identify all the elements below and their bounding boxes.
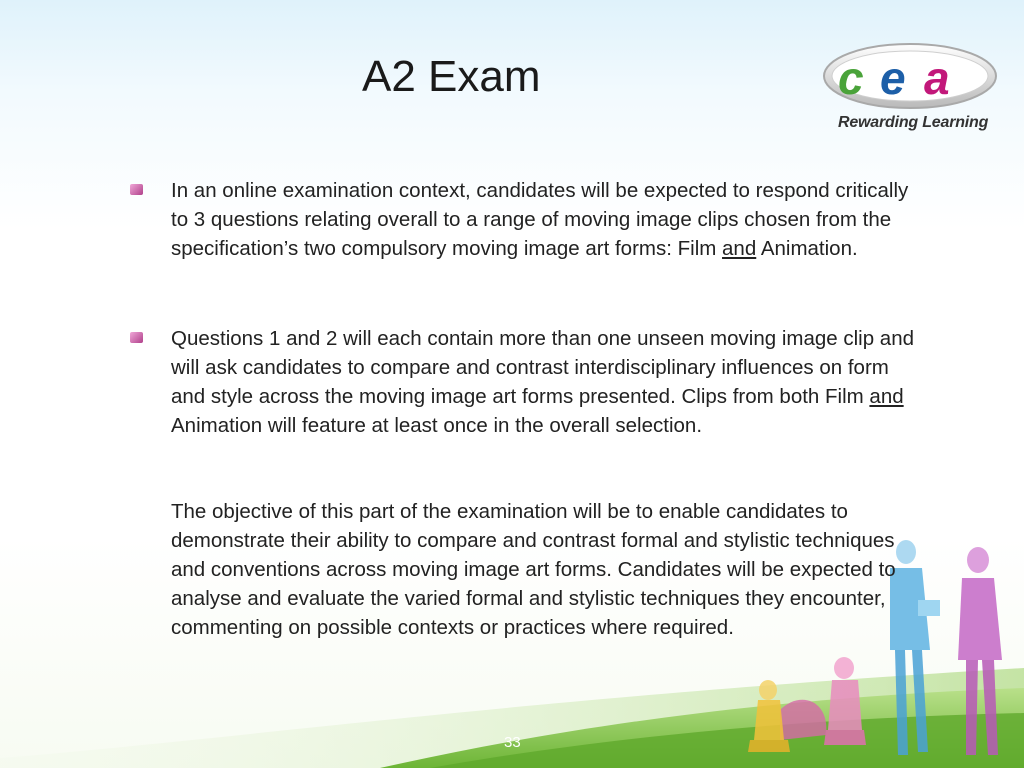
slide-title: A2 Exam [362, 52, 541, 101]
bullet-icon [130, 184, 143, 195]
objective-paragraph: The objective of this part of the examination will be to enable candidates to demonstrate their ability to compare and contrast formal and stylistic techniques and conventions across moving image art forms. Candidates will be expected to analyse and evaluate the varied formal and stylistic techniques they encounter, commenting on possible contexts or practices where required. [171, 500, 896, 639]
svg-text:c: c [838, 52, 864, 104]
logo-tagline: Rewarding Learning [838, 114, 989, 131]
bullet-text-2: Questions 1 and 2 will each contain more than one unseen moving image clip and will ask candidates to compare and contrast interdisciplinary influences on form and style across the moving image art forms presented. Clips from both Film and Animation will feature at least once in the overall selection. [171, 327, 915, 437]
bullet-text-1: In an online examination context, candidates will be expected to respond critically to 3 questions relating overall to a range of moving image clips chosen from the specification’s two compulsory moving image art forms: Film and Animation. [171, 179, 909, 260]
page-number: 33 [504, 734, 521, 751]
svg-text:e: e [880, 52, 906, 104]
svg-text:a: a [924, 52, 950, 104]
bullet-icon [130, 332, 143, 343]
